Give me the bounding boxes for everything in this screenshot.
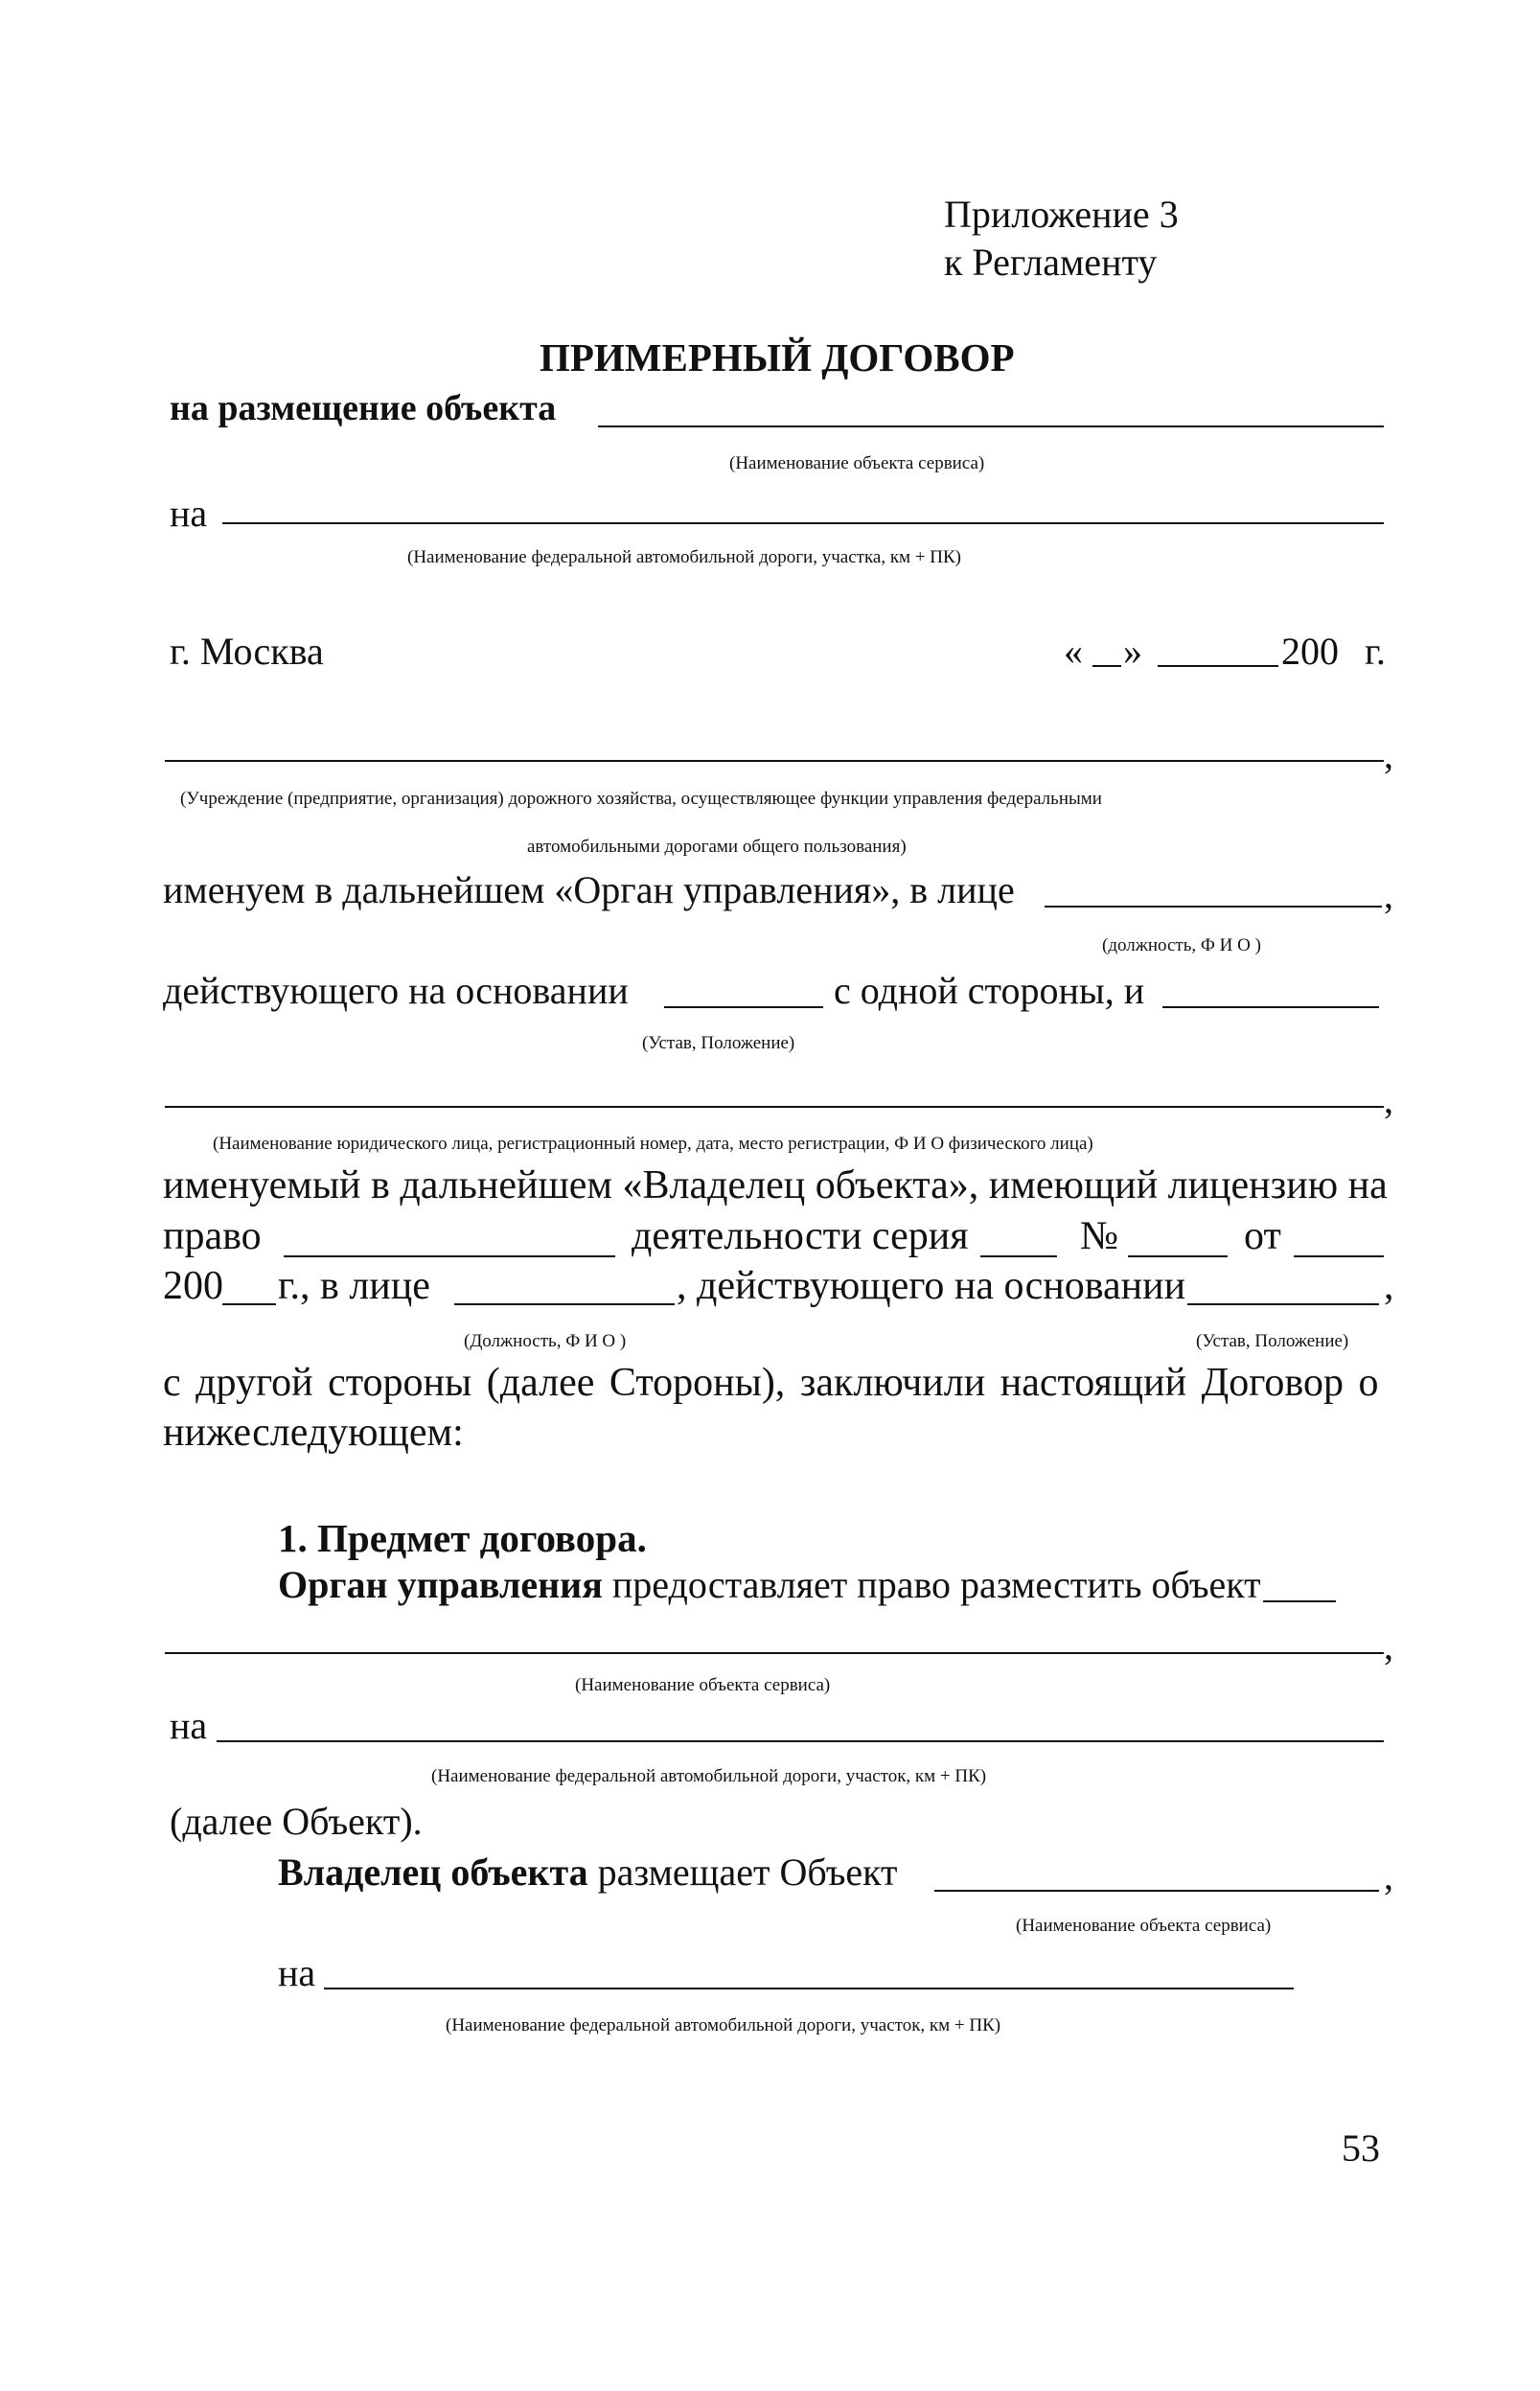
comma-authority: , [1384, 733, 1393, 776]
comma-owner-basis: , [1384, 1264, 1394, 1308]
caption-road: (Наименование федеральной автомобильной дороги, участка, км + ПК) [407, 547, 962, 567]
caption-position-fio: (должность, Ф И О ) [1102, 935, 1261, 955]
comma-legal-entity: , [1384, 1078, 1393, 1121]
caption-service-object-2: (Наименование объекта сервиса) [575, 1675, 831, 1695]
caption-service-object-3: (Наименование объекта сервиса) [1016, 1916, 1272, 1936]
owner-person-line [454, 1303, 675, 1305]
page-number: 53 [1342, 2127, 1380, 2170]
authority-grant-rest: предоставляет право разместить объект [602, 1563, 1261, 1606]
caption-charter: (Устав, Положение) [642, 1033, 795, 1053]
caption-charter-2: (Устав, Положение) [1196, 1331, 1349, 1351]
road-name-line-3 [324, 1988, 1294, 1989]
license-date-line [1294, 1255, 1384, 1257]
year-line [222, 1303, 276, 1305]
caption-road-2: (Наименование федеральной автомобильной дороги, участок, км + ПК) [431, 1766, 987, 1786]
section-1-heading: 1. Предмет договора. [278, 1516, 647, 1560]
authority-person-line [1045, 906, 1382, 908]
one-side-text: с одной стороны, и [834, 969, 1145, 1012]
owner-places-text [278, 1850, 898, 1896]
other-side-text-2: нижеследующем: [163, 1411, 464, 1455]
label-na-1: на [170, 492, 208, 535]
named-owner-text: именуемый в дальнейшем «Владелец объекта», имеющий лицензию на [163, 1163, 1388, 1207]
appendix-number: Приложение 3 [944, 193, 1179, 236]
comma-placed-object: , [1384, 1854, 1393, 1897]
right-word: право [163, 1214, 262, 1258]
right-type-line [284, 1255, 615, 1257]
license-number-line [1128, 1255, 1228, 1257]
in-person-text: г., в лице [278, 1264, 430, 1308]
date-quote-open: « [1064, 630, 1083, 673]
date-quote-close: » [1123, 630, 1142, 673]
date-year-suffix: г. [1365, 630, 1386, 673]
road-name-line [222, 522, 1384, 524]
caption-road-3: (Наименование федеральной автомобильной дороги, участок, км + ПК) [446, 2015, 1001, 2035]
year-prefix: 200 [163, 1264, 223, 1308]
authority-grant-text [278, 1562, 1261, 1608]
appendix-regulation: к Регламенту [944, 241, 1158, 284]
from-word: от [1244, 1214, 1281, 1258]
caption-authority-1: (Учреждение (предприятие, организация) дорожного хозяйства, осуществляющее функции управления федеральными [180, 789, 1102, 809]
counterparty-line-short [1162, 1006, 1379, 1008]
number-sign: № [1080, 1214, 1119, 1258]
authority-name-line [165, 760, 1384, 762]
date-day-line [1092, 665, 1121, 667]
document-subtitle: на размещение объекта [170, 388, 557, 428]
owner-bold: Владелец объекта [278, 1851, 588, 1894]
legal-entity-line [165, 1106, 1384, 1108]
date-month-line [1158, 665, 1278, 667]
label-na-3: на [278, 1951, 316, 1994]
date-year: 200 [1281, 630, 1339, 673]
basis-line [664, 1006, 823, 1008]
document-title: ПРИМЕРНЫЙ ДОГОВОР [540, 335, 1015, 379]
road-name-line-2 [217, 1740, 1384, 1742]
caption-service-object: (Наименование объекта сервиса) [729, 453, 985, 473]
activity-series-text: деятельности серия [632, 1214, 969, 1258]
owner-basis-line [1187, 1303, 1379, 1305]
owner-places-rest: размещает Объект [587, 1851, 898, 1894]
grant-object-line [165, 1652, 1384, 1654]
placed-object-line [934, 1890, 1379, 1892]
object-name-line [598, 425, 1384, 427]
caption-position-fio-2: (Должность, Ф И О ) [464, 1331, 627, 1351]
series-line [980, 1255, 1057, 1257]
authority-bold: Орган управления [278, 1563, 603, 1606]
named-authority-text: именуем в дальнейшем «Орган управления», в лице [163, 868, 1015, 911]
comma-grant-object: , [1384, 1624, 1393, 1667]
grant-object-line-short [1263, 1600, 1336, 1602]
city: г. Москва [170, 630, 324, 673]
caption-legal-entity: (Наименование юридического лица, регистрационный номер, дата, место регистрации, Ф И О физического лица) [213, 1134, 1093, 1154]
acting-basis-2-text: , действующего на основании [677, 1264, 1186, 1308]
caption-authority-2: автомобильными дорогами общего пользования) [527, 837, 907, 857]
hereinafter-object: (далее Объект). [170, 1800, 423, 1843]
acting-basis-text: действующего на основании [163, 969, 629, 1012]
comma-person: , [1384, 873, 1393, 916]
label-na-2: на [170, 1704, 208, 1747]
other-side-text-1: с другой стороны (далее Стороны), заключили настоящий Договор о [163, 1361, 1379, 1405]
